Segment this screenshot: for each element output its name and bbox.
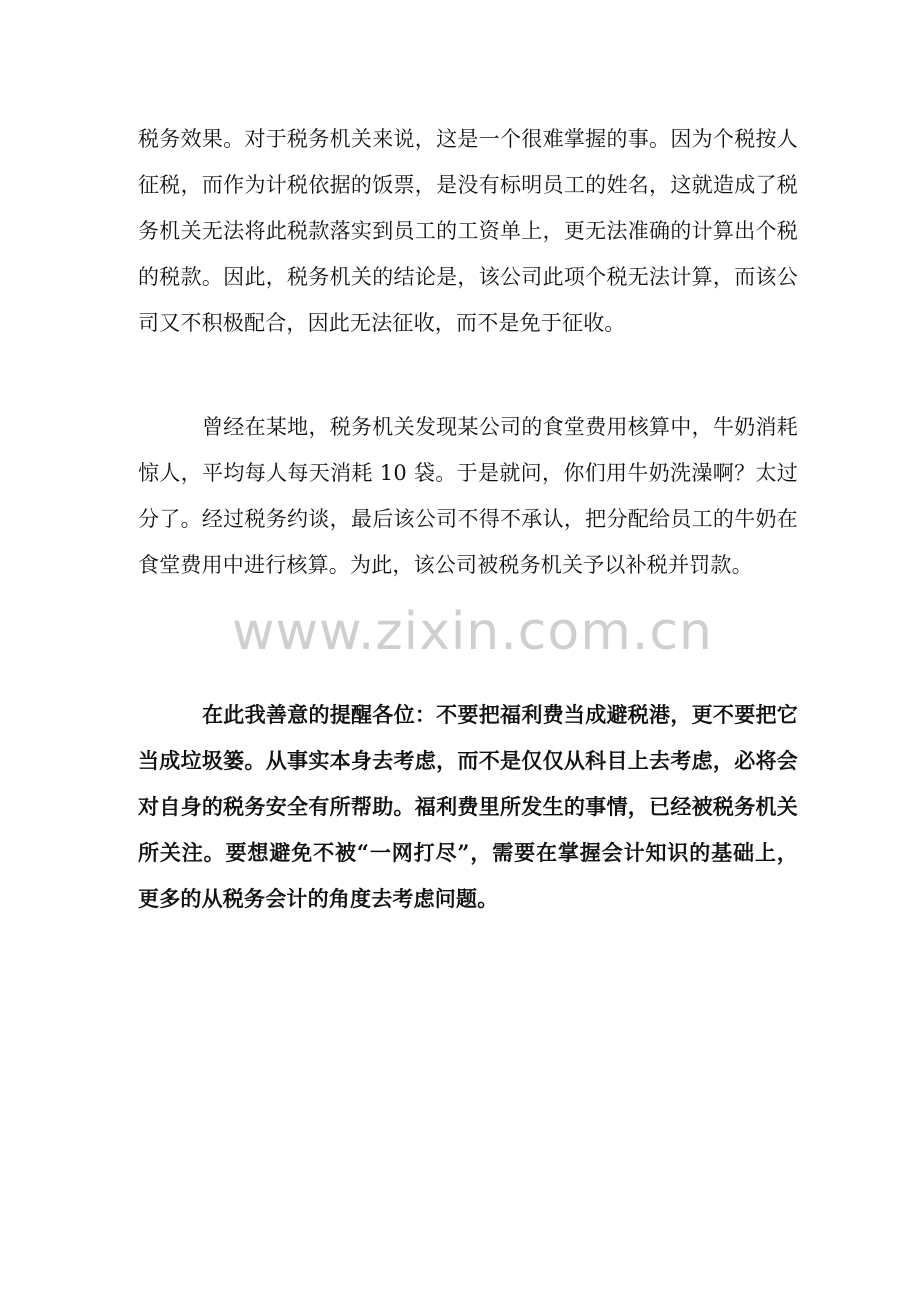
paragraph-reminder: 在此我善意的提醒各位：不要把福利费当成避税港，更不要把它当成垃圾篓。从事实本身去考虑，而不是仅仅从科目上去考虑，必将会对自身的税务安全有所帮助。福利费里所发生的事情，已经被税务机关所关注。要想避免不被“一网打尽”，需要在掌握会计知识的基础上，更多的从税务会计的角度去考虑问题。 (138, 702, 798, 911)
paragraph-milk-example: 曾经在某地，税务机关发现某公司的食堂费用核算中，牛奶消耗惊人，平均每人每天消耗 10 袋。于是就问，你们用牛奶洗澡啊？太过分了。经过税务约谈，最后该公司不得不承认，把分配给员工的牛奶在食堂费用中进行核算。为此，该公司被税务机关予以补税并罚款。 (138, 415, 798, 577)
watermark: www.zixin.com.cn (232, 602, 713, 662)
paragraph-tax-effect: 税务效果。对于税务机关来说，这是一个很难掌握的事。因为个税按人征税，而作为计税依据的饭票，是没有标明员工的姓名，这就造成了税务机关无法将此税款落实到员工的工资单上，更无法准确的计算出个税的税款。因此，税务机关的结论是，该公司此项个税无法计算，而该公司又不积极配合，因此无法征收，而不是免于征收。 (138, 127, 798, 335)
